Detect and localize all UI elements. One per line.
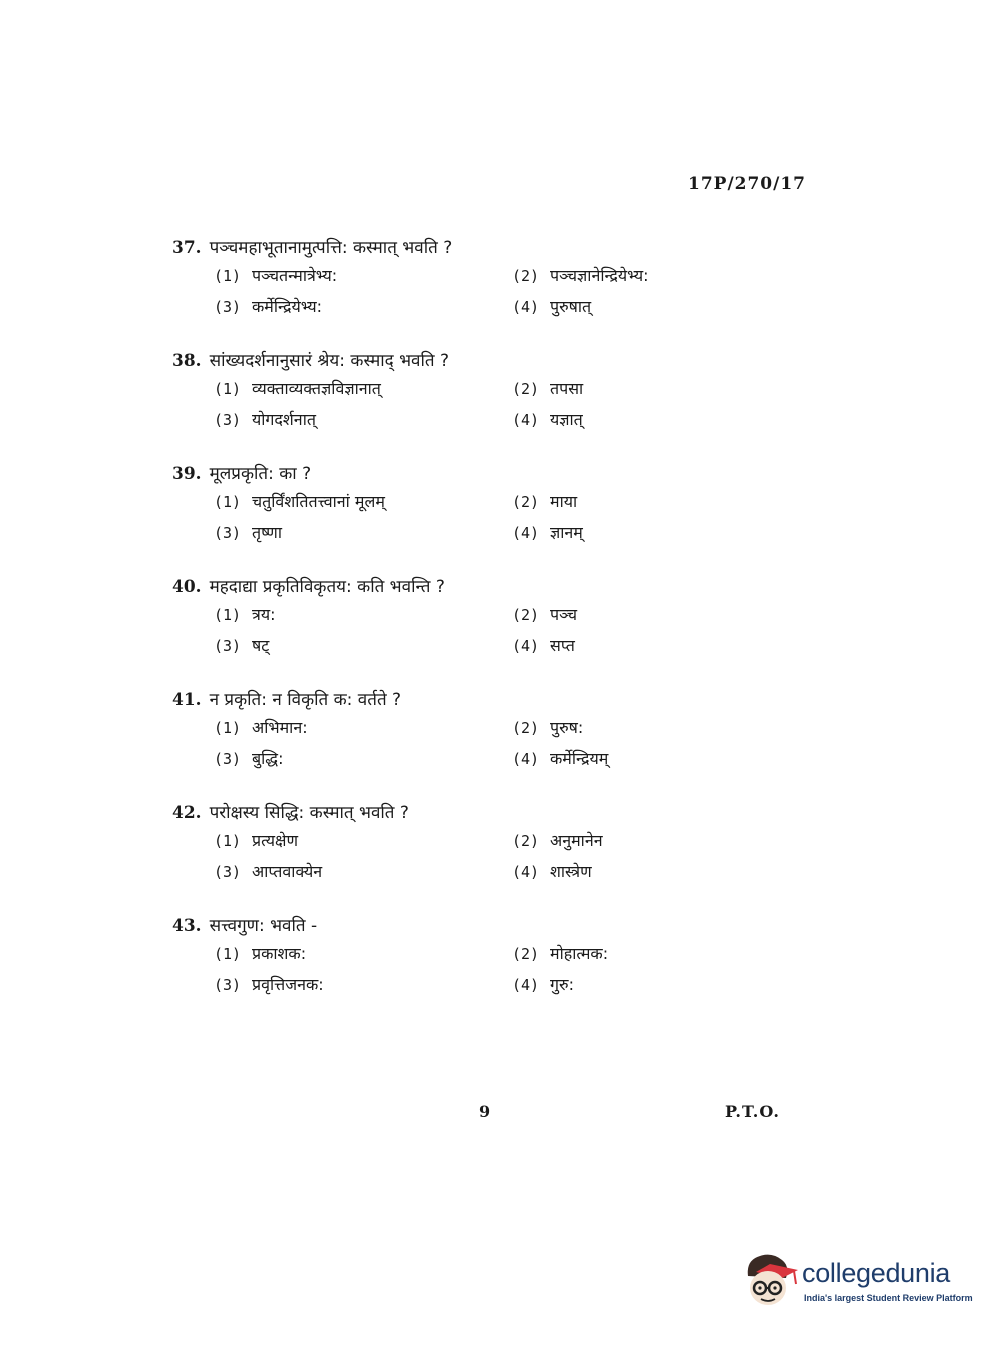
- question-41: [172, 688, 732, 774]
- option-3: (3) बुद्धि:: [214, 749, 284, 768]
- question-stem: [172, 236, 732, 260]
- question-38: [172, 349, 732, 435]
- logo-wordmark: collegedunia: [802, 1258, 951, 1288]
- option-3: (3) कर्मेन्द्रियेभ्य:: [214, 297, 323, 316]
- question-number: 38.: [172, 351, 202, 371]
- question-40: [172, 575, 732, 661]
- question-37: [172, 236, 732, 322]
- question-number: 42.: [172, 803, 202, 823]
- option-row: [172, 404, 732, 435]
- option-3: (3) षट्: [214, 636, 270, 655]
- option-1: (1) अभिमान:: [214, 718, 308, 737]
- option-row: [172, 517, 732, 548]
- option-2: (2) पञ्च: [512, 605, 578, 624]
- option-1: (1) प्रकाशक:: [214, 944, 307, 963]
- question-text: परोक्षस्य सिद्धि: कस्मात् भवति ?: [209, 803, 409, 823]
- pto-label: P.T.O.: [725, 1102, 780, 1121]
- option-1: (1) चतुर्विंशतितत्त्वानां मूलम्: [214, 492, 385, 511]
- question-text: न प्रकृति: न विकृति क: वर्तते ?: [209, 690, 402, 710]
- question-number: 43.: [172, 916, 202, 936]
- option-4: (4) पुरुषात्: [512, 297, 592, 316]
- question-number: 37.: [172, 238, 202, 258]
- option-row: [172, 969, 732, 1000]
- question-43: [172, 914, 732, 1000]
- question-text: महदाद्या प्रकृतिविकृतय: कति भवन्ति ?: [209, 577, 445, 597]
- question-number: 39.: [172, 464, 202, 484]
- question-text: पञ्चमहाभूतानामुत्पत्ति: कस्मात् भवति ?: [209, 238, 453, 258]
- option-1: (1) पञ्चतन्मात्रेभ्य:: [214, 266, 338, 285]
- option-row: [172, 373, 732, 404]
- option-row: [172, 825, 732, 856]
- option-2: (2) पञ्चज्ञानेन्द्रियेभ्य:: [512, 266, 649, 285]
- question-stem: [172, 462, 732, 486]
- option-row: [172, 260, 732, 291]
- question-39: [172, 462, 732, 548]
- option-row: [172, 938, 732, 969]
- question-number: 41.: [172, 690, 202, 710]
- collegedunia-logo: [742, 1250, 972, 1310]
- option-4: (4) गुरु:: [512, 975, 574, 994]
- paper-code: 17P/270/17: [688, 174, 807, 194]
- option-3: (3) योगदर्शनात्: [214, 410, 316, 429]
- question-text: सांख्यदर्शनानुसारं श्रेय: कस्माद् भवति ?: [209, 351, 450, 371]
- question-stem: [172, 801, 732, 825]
- option-row: [172, 630, 732, 661]
- page-number: 9: [479, 1102, 491, 1121]
- question-stem: [172, 914, 732, 938]
- option-row: [172, 291, 732, 322]
- option-4: (4) सप्त: [512, 636, 575, 655]
- collegedunia-mascot-icon: [742, 1250, 800, 1310]
- option-1: (1) व्यक्ताव्यक्तज्ञविज्ञानात्: [214, 379, 381, 398]
- option-3: (3) आप्तवाक्येन: [214, 862, 323, 881]
- option-3: (3) तृष्णा: [214, 523, 282, 542]
- question-number: 40.: [172, 577, 202, 597]
- option-1: (1) प्रत्यक्षेण: [214, 831, 299, 850]
- question-stem: [172, 688, 732, 712]
- question-stem: [172, 349, 732, 373]
- option-4: (4) कर्मेन्द्रियम्: [512, 749, 609, 768]
- option-2: (2) तपसा: [512, 379, 584, 398]
- option-2: (2) माया: [512, 492, 578, 511]
- question-42: [172, 801, 732, 887]
- option-2: (2) मोहात्मक:: [512, 944, 609, 963]
- option-1: (1) त्रय:: [214, 605, 276, 624]
- option-row: [172, 486, 732, 517]
- question-text: सत्त्वगुण: भवति -: [209, 916, 318, 936]
- question-stem: [172, 575, 732, 599]
- question-text: मूलप्रकृति: का ?: [209, 464, 312, 484]
- option-row: [172, 712, 732, 743]
- option-4: (4) यज्ञात्: [512, 410, 583, 429]
- option-row: [172, 856, 732, 887]
- logo-tagline: India's largest Student Review Platform: [804, 1293, 973, 1303]
- option-4: (4) शास्त्रेण: [512, 862, 592, 881]
- option-3: (3) प्रवृत्तिजनक:: [214, 975, 324, 994]
- option-4: (4) ज्ञानम्: [512, 523, 583, 542]
- option-2: (2) पुरुष:: [512, 718, 584, 737]
- option-row: [172, 599, 732, 630]
- option-row: [172, 743, 732, 774]
- option-2: (2) अनुमानेन: [512, 831, 603, 850]
